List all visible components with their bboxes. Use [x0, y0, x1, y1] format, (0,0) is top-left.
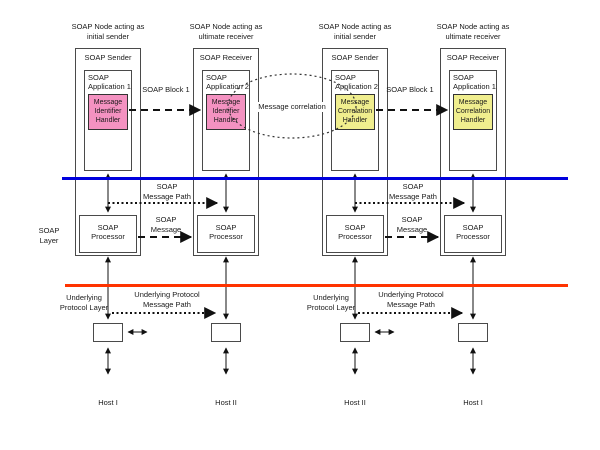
handler-line2: Correlation	[337, 108, 373, 115]
soap-application-line1: SOAP	[206, 73, 227, 82]
node-role-line1: SOAP Node acting as	[71, 22, 145, 31]
underlying-protocol-message-path-line2: Message Path	[143, 299, 191, 309]
node-role-label	[319, 22, 392, 41]
underlying-protocol-layer-line2: Protocol Layer	[59, 302, 109, 312]
node-role-line1: SOAP Node acting as	[189, 22, 263, 31]
underlying-protocol-layer-label	[307, 293, 355, 312]
soap-message-label	[151, 215, 181, 234]
soap-message-path-line2: Message Path	[143, 191, 191, 201]
soap-message-line1: SOAP	[401, 215, 423, 224]
message-identifier-handler-box	[206, 94, 246, 130]
handler-line3: Handler	[342, 117, 368, 124]
underlying-protocol-layer-line2: Protocol Layer	[306, 302, 356, 312]
message-identifier-handler-box	[88, 94, 128, 130]
soap-application-label	[203, 71, 249, 91]
soap-layer-line2: Layer	[39, 235, 59, 245]
soap-node-box-title: SOAP Receiver	[199, 53, 253, 62]
soap-message-path-label	[143, 182, 191, 201]
underlying-protocol-node-box	[93, 323, 123, 342]
soap-message-line2: Message	[396, 224, 428, 234]
soap-application-label	[332, 71, 378, 91]
soap-application-label	[450, 71, 496, 91]
soap-processor-line1: SOAP	[344, 223, 366, 232]
soap-node-box-title: SOAP Sender	[331, 53, 379, 62]
handler-line3: Handler	[213, 117, 239, 124]
underlying-protocol-layer-line1: Underlying	[313, 293, 349, 302]
host-label: Host I	[463, 398, 483, 407]
node-role-line1: SOAP Node acting as	[436, 22, 510, 31]
soap-node-box-title: SOAP Receiver	[446, 53, 500, 62]
underlying-protocol-node-box	[340, 323, 370, 342]
underlying-protocol-layer-line1: Underlying	[66, 293, 102, 302]
soap-application-line2: Application 2	[206, 82, 249, 91]
soap-message-line1: SOAP	[155, 215, 177, 224]
soap-application-label	[85, 71, 131, 91]
soap-layer-label	[39, 226, 60, 245]
handler-line1: Message	[340, 99, 370, 106]
soap-application-line1: SOAP	[453, 73, 474, 82]
handler-line2: Correlation	[455, 108, 491, 115]
node-role-line2: ultimate receiver	[445, 31, 501, 41]
message-correlation-handler-box	[335, 94, 375, 130]
soap-node-box-title: SOAP Sender	[84, 53, 132, 62]
node-role-line1: SOAP Node acting as	[318, 22, 392, 31]
soap-layer-line1: SOAP	[38, 226, 60, 235]
soap-application-line1: SOAP	[335, 73, 356, 82]
soap-processor-line2: Processor	[91, 232, 125, 241]
soap-processor-box	[444, 215, 502, 253]
soap-message-label	[397, 215, 427, 234]
soap-message-path-line1: SOAP	[402, 182, 424, 191]
soap-processor-box	[326, 215, 384, 253]
soap-application-line1: SOAP	[88, 73, 109, 82]
handler-line2: Identifier	[94, 108, 122, 115]
soap-message-path-label	[389, 182, 437, 201]
soap-block-label: SOAP Block 1	[386, 85, 434, 94]
node-role-line2: initial sender	[86, 31, 130, 41]
underlying-protocol-message-path-label	[378, 290, 443, 309]
host-label: Host II	[344, 398, 366, 407]
underlying-protocol-node-box	[458, 323, 488, 342]
soap-processor-line2: Processor	[338, 232, 372, 241]
node-role-label	[190, 22, 263, 41]
underlying-protocol-message-path-line1: Underlying Protocol	[134, 290, 200, 299]
host-label: Host II	[215, 398, 237, 407]
message-correlation-label: Message correlation	[258, 102, 326, 111]
soap-processor-line1: SOAP	[462, 223, 484, 232]
soap-application-line2: Application 1	[88, 82, 131, 91]
soap-message-path-line2: Message Path	[389, 191, 437, 201]
handler-line1: Message	[211, 99, 241, 106]
soap-processor-box	[79, 215, 137, 253]
soap-message-path-line1: SOAP	[156, 182, 178, 191]
underlying-protocol-node-box	[211, 323, 241, 342]
soap-message-line2: Message	[150, 224, 182, 234]
handler-line3: Handler	[460, 117, 486, 124]
soap-layer-boundary-line	[62, 177, 568, 180]
soap-application-line2: Application 2	[335, 82, 378, 91]
handler-line3: Handler	[95, 117, 121, 124]
node-role-label	[437, 22, 510, 41]
node-role-line2: initial sender	[333, 31, 377, 41]
handler-line2: Identifier	[212, 108, 240, 115]
soap-processor-line2: Processor	[456, 232, 490, 241]
soap-block-label: SOAP Block 1	[142, 85, 190, 94]
host-label: Host I	[98, 398, 118, 407]
handler-line1: Message	[458, 99, 488, 106]
message-correlation-handler-box	[453, 94, 493, 130]
node-role-label	[72, 22, 145, 41]
soap-application-line2: Application 1	[453, 82, 496, 91]
underlying-protocol-layer-boundary-line	[65, 284, 568, 287]
underlying-protocol-message-path-label	[134, 290, 199, 309]
soap-processor-box	[197, 215, 255, 253]
soap-processor-line2: Processor	[209, 232, 243, 241]
underlying-protocol-layer-label	[60, 293, 108, 312]
node-role-line2: ultimate receiver	[198, 31, 254, 41]
soap-processor-line1: SOAP	[97, 223, 119, 232]
soap-processor-line1: SOAP	[215, 223, 237, 232]
underlying-protocol-message-path-line1: Underlying Protocol	[378, 290, 444, 299]
handler-line1: Message	[93, 99, 123, 106]
underlying-protocol-message-path-line2: Message Path	[387, 299, 435, 309]
